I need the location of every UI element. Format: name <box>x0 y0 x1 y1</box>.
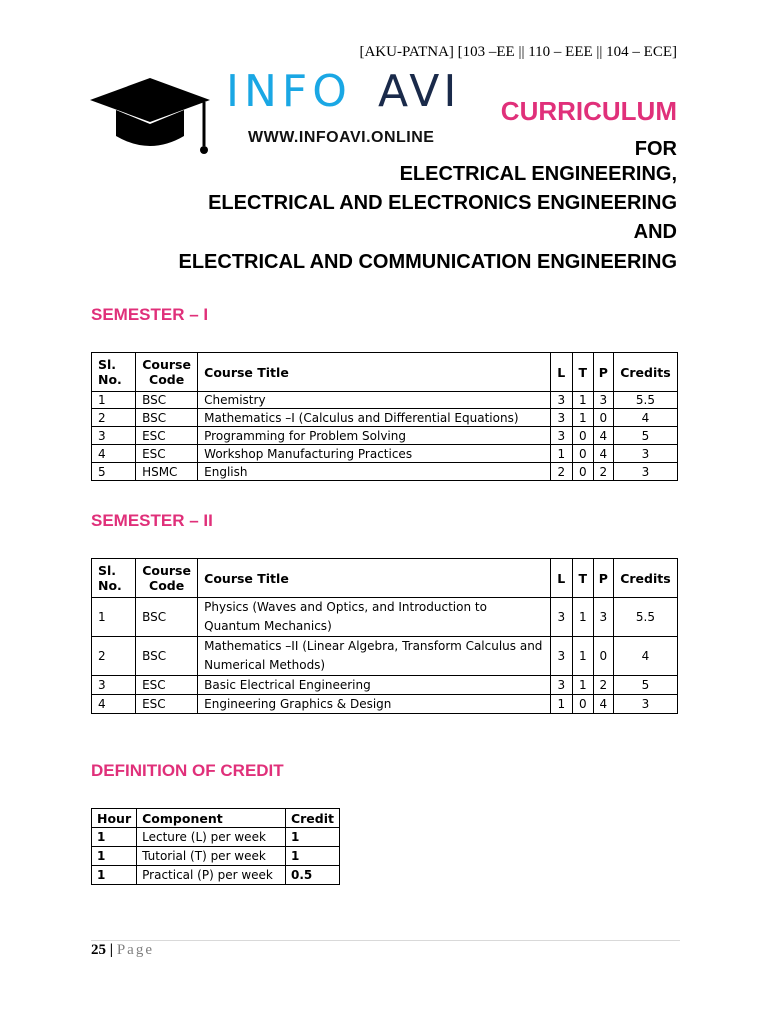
cell-credits: 5 <box>613 676 677 695</box>
col-header-title: Course Title <box>198 559 551 598</box>
cell-credits: 3 <box>613 695 677 714</box>
cell-title: Physics (Waves and Optics, and Introduction to Quantum Mechanics) <box>198 598 551 637</box>
cell-sl: 3 <box>92 676 136 695</box>
definition-heading: DEFINITION OF CREDIT <box>91 761 284 780</box>
cell-title: Mathematics –I (Calculus and Differential Equations) <box>198 409 551 427</box>
col-header-p: P <box>593 353 613 392</box>
cell-t: 1 <box>572 676 593 695</box>
cell-l: 3 <box>550 427 572 445</box>
cell-t: 1 <box>572 409 593 427</box>
def-cell-credit: 0.5 <box>285 866 339 885</box>
col-header-l: L <box>550 353 572 392</box>
definition-table <box>91 808 340 885</box>
cell-l: 1 <box>550 695 572 714</box>
title-line-ee: ELECTRICAL ENGINEERING, <box>399 163 677 185</box>
graduation-cap-icon <box>88 74 212 160</box>
cell-title: Engineering Graphics & Design <box>198 695 551 714</box>
col-header-credits: Credits <box>613 559 677 598</box>
cell-sl: 5 <box>92 463 136 481</box>
col-header-t: T <box>572 559 593 598</box>
cell-p: 4 <box>593 445 613 463</box>
def-cell-component: Tutorial (T) per week <box>137 847 286 866</box>
cell-p: 0 <box>593 637 613 676</box>
cell-title: Programming for Problem Solving <box>198 427 551 445</box>
cell-p: 0 <box>593 409 613 427</box>
cell-t: 0 <box>572 463 593 481</box>
def-cell-component: Practical (P) per week <box>137 866 286 885</box>
semester-1-heading: SEMESTER – I <box>91 305 209 324</box>
logo-url: WWW.INFOAVI.ONLINE <box>248 129 435 146</box>
cell-credits: 5 <box>613 427 677 445</box>
page-label: Page <box>116 942 154 958</box>
header-note: [AKU-PATNA] [103 –EE || 110 – EEE || 104 – ECE] <box>359 44 677 60</box>
cell-title: English <box>198 463 551 481</box>
col-header-l: L <box>550 559 572 598</box>
cell-t: 1 <box>572 598 593 637</box>
cell-credits: 3 <box>613 445 677 463</box>
cell-t: 0 <box>572 445 593 463</box>
cell-sl: 4 <box>92 445 136 463</box>
semester-1-table <box>91 352 678 481</box>
title-line-ece: ELECTRICAL AND COMMUNICATION ENGINEERING <box>178 251 677 273</box>
title-line-and: AND <box>633 221 677 243</box>
cell-code: ESC <box>136 445 198 463</box>
cell-t: 0 <box>572 695 593 714</box>
cell-code: BSC <box>136 637 198 676</box>
cell-sl: 2 <box>92 409 136 427</box>
table-row <box>92 695 678 714</box>
page-footer <box>91 942 154 959</box>
def-cell-credit: 1 <box>285 847 339 866</box>
cell-sl: 1 <box>92 598 136 637</box>
cell-credits: 4 <box>613 637 677 676</box>
table-row <box>92 637 678 676</box>
cell-title: Chemistry <box>198 392 551 409</box>
table-row <box>92 676 678 695</box>
curriculum-title: CURRICULUM <box>500 96 677 126</box>
def-cell-credit: 1 <box>285 828 339 847</box>
cell-l: 3 <box>550 598 572 637</box>
cell-l: 2 <box>550 463 572 481</box>
table-row <box>92 598 678 637</box>
def-header-credit: Credit <box>285 809 339 828</box>
page-number: 25 <box>91 942 106 958</box>
logo-text-avi: AVI <box>378 66 461 117</box>
table-row <box>92 427 678 445</box>
cell-l: 1 <box>550 445 572 463</box>
col-header-code: Course Code <box>136 353 198 392</box>
def-cell-hour: 1 <box>92 847 137 866</box>
cell-title: Workshop Manufacturing Practices <box>198 445 551 463</box>
table-row <box>92 392 678 409</box>
footer-divider <box>91 940 680 941</box>
cell-code: ESC <box>136 427 198 445</box>
table-row <box>92 828 340 847</box>
table-row <box>92 847 340 866</box>
col-header-t: T <box>572 353 593 392</box>
cell-code: ESC <box>136 676 198 695</box>
def-cell-component: Lecture (L) per week <box>137 828 286 847</box>
cell-credits: 3 <box>613 463 677 481</box>
page-separator: | <box>109 942 114 958</box>
cell-l: 3 <box>550 409 572 427</box>
semester-2-table <box>91 558 678 714</box>
col-header-title: Course Title <box>198 353 551 392</box>
cell-sl: 2 <box>92 637 136 676</box>
cell-title: Mathematics –II (Linear Algebra, Transform Calculus and Numerical Methods) <box>198 637 551 676</box>
def-header-component: Component <box>137 809 286 828</box>
cell-t: 1 <box>572 637 593 676</box>
logo-text-info: INFO <box>226 66 352 117</box>
def-cell-hour: 1 <box>92 828 137 847</box>
def-cell-hour: 1 <box>92 866 137 885</box>
title-line-for: FOR <box>634 138 677 160</box>
col-header-sl: Sl. No. <box>92 353 136 392</box>
cell-p: 4 <box>593 427 613 445</box>
cell-code: HSMC <box>136 463 198 481</box>
table-row <box>92 445 678 463</box>
cell-p: 2 <box>593 463 613 481</box>
cell-p: 4 <box>593 695 613 714</box>
cell-sl: 4 <box>92 695 136 714</box>
cell-code: ESC <box>136 695 198 714</box>
col-header-sl: Sl. No. <box>92 559 136 598</box>
col-header-credits: Credits <box>613 353 677 392</box>
table-row <box>92 866 340 885</box>
col-header-p: P <box>593 559 613 598</box>
table-row <box>92 409 678 427</box>
cell-l: 3 <box>550 392 572 409</box>
cell-credits: 5.5 <box>613 598 677 637</box>
col-header-code: Course Code <box>136 559 198 598</box>
cell-code: BSC <box>136 598 198 637</box>
cell-code: BSC <box>136 409 198 427</box>
cell-l: 3 <box>550 637 572 676</box>
cell-p: 2 <box>593 676 613 695</box>
cell-credits: 4 <box>613 409 677 427</box>
cell-sl: 3 <box>92 427 136 445</box>
cell-p: 3 <box>593 392 613 409</box>
title-line-eee: ELECTRICAL AND ELECTRONICS ENGINEERING <box>208 192 677 214</box>
cell-t: 1 <box>572 392 593 409</box>
cell-code: BSC <box>136 392 198 409</box>
cell-credits: 5.5 <box>613 392 677 409</box>
cell-p: 3 <box>593 598 613 637</box>
table-row <box>92 463 678 481</box>
semester-2-heading: SEMESTER – II <box>91 511 213 530</box>
cell-t: 0 <box>572 427 593 445</box>
cell-l: 3 <box>550 676 572 695</box>
cell-title: Basic Electrical Engineering <box>198 676 551 695</box>
cell-sl: 1 <box>92 392 136 409</box>
def-header-hour: Hour <box>92 809 137 828</box>
